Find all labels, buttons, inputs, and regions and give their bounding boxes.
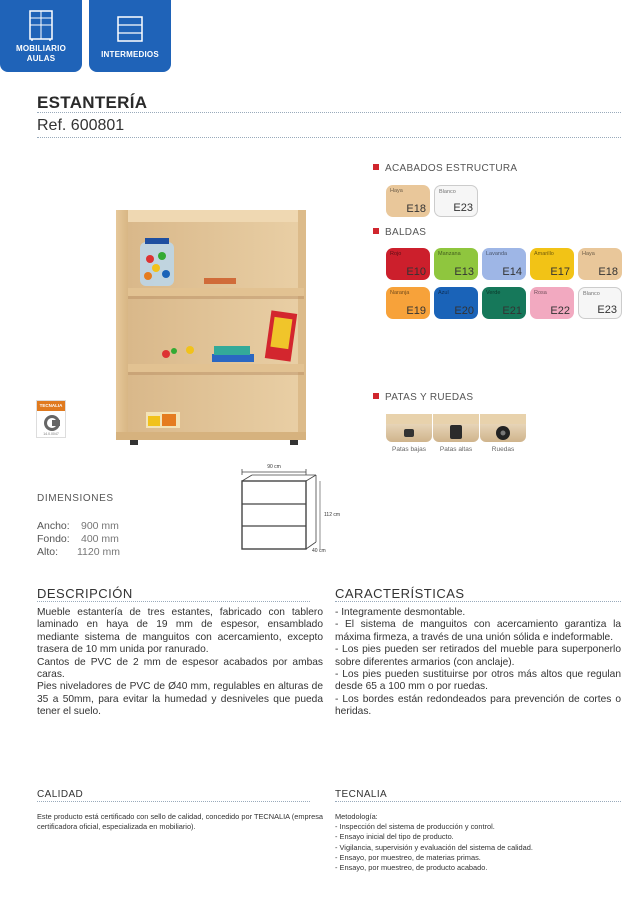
tecnalia-methodology bbox=[335, 812, 621, 873]
features-title: CARACTERÍSTICAS bbox=[335, 586, 465, 601]
height-label: 112 cm bbox=[324, 512, 340, 518]
color-swatch[interactable] bbox=[578, 287, 622, 319]
swatch-name: Amarillo bbox=[534, 251, 554, 257]
swatch-code: E14 bbox=[502, 266, 522, 278]
methodology-line: - Ensayo, por muestreo, de producto acabado. bbox=[335, 863, 488, 873]
foot-option-label: Patas altas bbox=[439, 446, 473, 453]
color-swatch[interactable] bbox=[482, 287, 526, 319]
certificate-icon bbox=[43, 414, 61, 432]
bookcase-image bbox=[112, 204, 318, 446]
tab-label: INTERMEDIOS bbox=[101, 50, 159, 59]
tab-label-line1: MOBILIARIO bbox=[16, 44, 66, 53]
bullet-icon bbox=[373, 393, 379, 399]
low-foot-icon bbox=[386, 414, 432, 442]
divider bbox=[37, 112, 621, 113]
swatch-code: E13 bbox=[454, 266, 474, 278]
bullet-icon bbox=[373, 164, 379, 170]
divider bbox=[37, 801, 310, 802]
swatch-code: E10 bbox=[406, 266, 426, 278]
swatch-name: Haya bbox=[582, 251, 595, 257]
description-title: DESCRIPCIÓN bbox=[37, 586, 133, 601]
color-swatch[interactable] bbox=[434, 287, 478, 319]
color-swatch[interactable] bbox=[386, 248, 430, 280]
logo-code: 14.0.0047 bbox=[43, 432, 59, 436]
dimension-value: 900 mm bbox=[81, 520, 119, 532]
swatch-code: E18 bbox=[406, 203, 426, 215]
swatch-code: E19 bbox=[406, 305, 426, 317]
divider bbox=[335, 801, 621, 802]
dimension-row bbox=[37, 546, 120, 558]
bullet-icon bbox=[373, 228, 379, 234]
feature-item: - Los pies pueden sustituirse por otros más altos que regulan desde 65 a 100 mm o por ruedas. bbox=[335, 669, 621, 693]
heading-text: ACABADOS ESTRUCTURA bbox=[385, 163, 518, 174]
swatch-code: E20 bbox=[454, 305, 474, 317]
color-swatch[interactable] bbox=[530, 287, 574, 319]
color-swatch[interactable] bbox=[578, 248, 622, 280]
methodology-line: - Ensayo, por muestreo, de materias primas. bbox=[335, 852, 481, 862]
swatch-name: Naranja bbox=[390, 290, 410, 296]
heading-text: BALDAS bbox=[385, 227, 427, 238]
swatch-name: Lavanda bbox=[486, 251, 508, 257]
dimension-label: Ancho: bbox=[37, 520, 70, 532]
swatch-code: E18 bbox=[598, 266, 618, 278]
dimension-value: 1120 mm bbox=[77, 546, 120, 558]
heading-text: PATAS Y RUEDAS bbox=[385, 392, 474, 403]
tecnalia-logo bbox=[36, 400, 66, 438]
swatch-name: Verde bbox=[486, 290, 501, 296]
feature-item: - Los pies pueden ser retirados del mueble para superponerlo sobre diferentes armarios (con anclaje). bbox=[335, 644, 621, 668]
color-swatch[interactable] bbox=[386, 287, 430, 319]
color-swatch[interactable] bbox=[530, 248, 574, 280]
dimension-label: Fondo: bbox=[37, 533, 70, 545]
tab-intermedios[interactable] bbox=[89, 0, 171, 72]
methodology-line: - Inspección del sistema de producción y control. bbox=[335, 822, 495, 832]
high-foot-icon bbox=[433, 414, 479, 442]
swatch-name: Blanco bbox=[439, 189, 456, 195]
width-label: 90 cm bbox=[267, 464, 281, 470]
features-list bbox=[335, 607, 621, 719]
color-swatch[interactable] bbox=[386, 185, 430, 217]
quality-title: CALIDAD bbox=[37, 789, 84, 800]
feature-item: - Integramente desmontable. bbox=[335, 607, 466, 618]
foot-option-high[interactable] bbox=[433, 414, 479, 442]
dimension-row bbox=[37, 520, 119, 532]
product-ref: Ref. 600801 bbox=[37, 117, 125, 134]
feet-heading bbox=[373, 392, 473, 403]
foot-option-low[interactable] bbox=[386, 414, 432, 442]
dimension-label: Alto: bbox=[37, 546, 59, 558]
swatch-name: Rosa bbox=[534, 290, 547, 296]
methodology-line: - Ensayo inicial del tipo de producto. bbox=[335, 832, 454, 842]
quality-text: Este producto está certificado con sello de calidad, concedido por TECNALIA (empresa certificadora oficial, especializada en mobiliario). bbox=[37, 812, 323, 832]
methodology-line: - Vigilancia, supervisión y evaluación del sistema de calidad. bbox=[335, 842, 533, 852]
description-paragraph: Cantos de PVC de 2 mm de espesor acabados por ambas caras. bbox=[37, 656, 323, 681]
color-swatch[interactable] bbox=[434, 248, 478, 280]
product-title: ESTANTERÍA bbox=[37, 93, 148, 112]
shelves-heading bbox=[373, 227, 426, 238]
foot-option-label: Ruedas bbox=[491, 446, 515, 453]
dimension-row bbox=[37, 533, 119, 545]
swatch-code: E21 bbox=[502, 305, 522, 317]
swatch-name: Manzana bbox=[438, 251, 461, 257]
drawers-icon bbox=[117, 16, 143, 42]
tab-mobiliario-aulas[interactable] bbox=[0, 0, 82, 72]
description-paragraph: Mueble estantería de tres estantes, fabricado con tablero laminado en haya de 19 mm de espesor, ensamblado mediante sistema de manguitos con acercamiento, excepto trasera de 10 mm unida por ranurado. bbox=[37, 607, 323, 656]
swatch-name: Azul bbox=[438, 290, 449, 296]
swatch-name: Haya bbox=[390, 188, 403, 194]
divider bbox=[335, 601, 621, 602]
depth-label: 40 cm bbox=[312, 548, 326, 554]
methodology-line: Metodología: bbox=[335, 812, 378, 821]
swatch-name: Rojo bbox=[390, 251, 402, 257]
wheel-icon bbox=[480, 414, 526, 442]
swatch-code: E23 bbox=[597, 304, 617, 316]
description-paragraph: Pies niveladores de PVC de Ø40 mm, regulables en alturas de 35 a 50mm, para evitar la humedad y desniveles que pueda tener el suelo. bbox=[37, 681, 323, 718]
tab-label-line2: AULAS bbox=[26, 54, 56, 63]
feature-item: - El sistema de manguitos con acercamiento garantiza la máxima firmeza, a través de una unión sólida e indeformable. bbox=[335, 619, 621, 643]
tecnalia-title: TECNALIA bbox=[335, 789, 388, 800]
swatch-name: Blanco bbox=[583, 291, 600, 297]
swatch-code: E17 bbox=[550, 266, 570, 278]
dimension-value: 400 mm bbox=[81, 533, 119, 545]
dimensions-title: DIMENSIONES bbox=[37, 493, 114, 504]
structure-finishes-heading bbox=[373, 163, 517, 174]
divider bbox=[37, 601, 310, 602]
description-text bbox=[37, 607, 323, 719]
color-swatch[interactable] bbox=[434, 185, 478, 217]
logo-label: TECNALIA bbox=[37, 401, 65, 411]
cabinet-icon bbox=[29, 10, 53, 42]
dimension-diagram bbox=[236, 460, 340, 560]
color-swatch[interactable] bbox=[482, 248, 526, 280]
divider bbox=[37, 137, 621, 138]
foot-option-wheels[interactable] bbox=[480, 414, 526, 442]
swatch-code: E23 bbox=[453, 202, 473, 214]
swatch-code: E22 bbox=[550, 305, 570, 317]
foot-option-label: Patas bajas bbox=[392, 446, 426, 453]
feature-item: - Los bordes están redondeados para prevención de cortes o heridas. bbox=[335, 693, 621, 718]
